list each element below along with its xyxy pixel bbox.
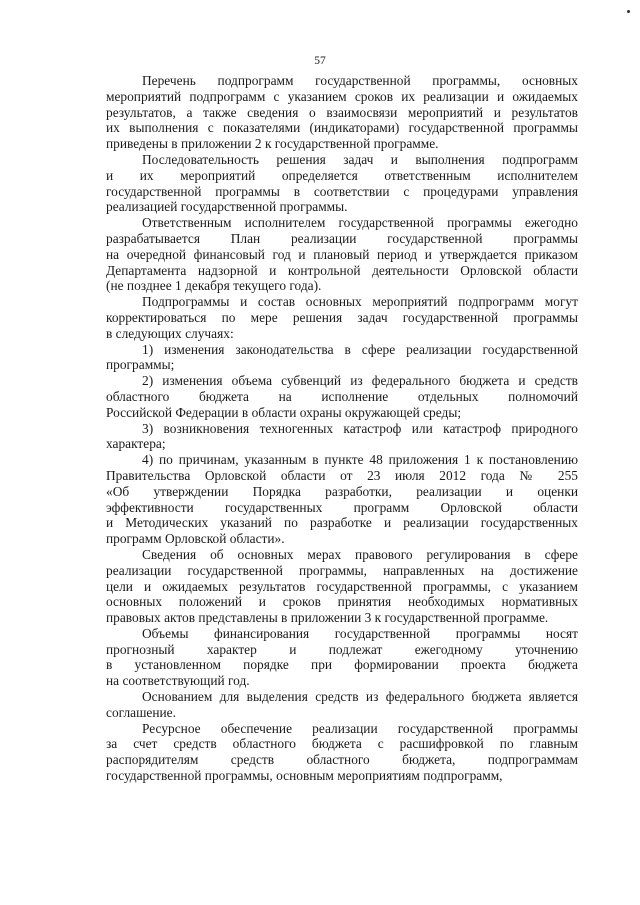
text-line: и Методических указаний по разработке и реализации государственных bbox=[106, 515, 578, 531]
text-line: Департамента надзорной и контрольной деятельности Орловской области bbox=[106, 262, 578, 278]
text-line: приведены в приложении 2 к государственной программе. bbox=[106, 136, 439, 152]
text-line: государственной программы в соответствии с процедурами управления bbox=[106, 183, 578, 199]
text-line: Перечень подпрограмм государственной программы, основных bbox=[142, 73, 578, 88]
text-line: реализацией государственной программы. bbox=[106, 199, 348, 215]
paragraph-11 bbox=[106, 689, 578, 721]
text-line: Ответственным исполнителем государственной программы ежегодно bbox=[142, 215, 578, 231]
text-line: программы; bbox=[106, 357, 175, 373]
text-line: Объемы финансирования государственной программы носят bbox=[142, 625, 578, 641]
paragraph-9 bbox=[106, 547, 578, 626]
text-line: 2) изменения объема субвенций из федерального бюджета и средств bbox=[142, 373, 578, 389]
paragraph-6 bbox=[106, 373, 578, 420]
text-line: «Об утверждении Порядка разработки, реализации и оценки bbox=[106, 483, 578, 499]
paragraph-4 bbox=[106, 294, 578, 341]
text-line: (не позднее 1 декабря текущего года). bbox=[106, 278, 322, 294]
text-line: программ Орловской области». bbox=[106, 531, 285, 547]
paragraph-5 bbox=[106, 342, 578, 374]
text-line: Сведения об основных мерах правового регулирования в сфере bbox=[142, 546, 578, 562]
text-line: Ресурсное обеспечение реализации государственной программы bbox=[142, 720, 578, 736]
text-line: корректироваться по мере решения задач государственной программы bbox=[106, 309, 578, 325]
text-line: их выполнения с показателями (индикаторами) государственной программы bbox=[106, 120, 578, 136]
paragraph-3 bbox=[106, 215, 578, 294]
text-line: цели и ожидаемых результатов государственной программы, с указанием bbox=[106, 578, 578, 594]
paragraph-2 bbox=[106, 152, 578, 215]
text-line: 3) возникновения техногенных катастроф или катастроф природного bbox=[142, 420, 578, 436]
text-line: мероприятий подпрограмм с указанием сроков их реализации и ожидаемых bbox=[106, 88, 578, 104]
text-line: результатов, а также сведения о взаимосвязи мероприятий и результатов bbox=[106, 104, 578, 120]
text-line: 1) изменения законодательства в сфере реализации государственной bbox=[142, 341, 578, 357]
paragraph-7 bbox=[106, 421, 578, 453]
paragraph-12 bbox=[106, 721, 578, 784]
page-number: 57 bbox=[314, 55, 326, 67]
scan-speck bbox=[627, 10, 630, 13]
text-line: эффективности государственных программ Орловской области bbox=[106, 499, 578, 515]
text-line: реализации государственной программы, направленных на достижение bbox=[106, 562, 578, 578]
text-line: Правительства Орловской области от 23 июля 2012 года № 255 bbox=[106, 467, 578, 483]
document-body bbox=[106, 73, 578, 784]
paragraph-1 bbox=[106, 73, 578, 152]
text-line: Российской Федерации в области охраны окружающей среды; bbox=[106, 404, 462, 420]
text-line: на очередной финансовый год и плановый период и утверждается приказом bbox=[106, 246, 578, 262]
text-line: прогнозный характер и подлежат ежегодному уточнению bbox=[106, 641, 578, 657]
text-line: разрабатывается План реализации государственной программы bbox=[106, 230, 578, 246]
text-line: соглашение. bbox=[106, 704, 176, 720]
text-line: Подпрограммы и состав основных мероприятий подпрограмм могут bbox=[142, 294, 578, 310]
text-line: Последовательность решения задач и выполнения подпрограмм bbox=[142, 151, 578, 167]
text-line: основных положений и сроков принятия необходимых нормативных bbox=[106, 594, 578, 610]
text-line: на соответствующий год. bbox=[106, 673, 250, 689]
text-line: Основанием для выделения средств из федерального бюджета является bbox=[142, 689, 578, 705]
text-line: 4) по причинам, указанным в пункте 48 приложения 1 к постановлению bbox=[142, 452, 578, 468]
text-line: правовых актов представлены в приложении 3 к государственной программе. bbox=[106, 610, 549, 626]
text-line: в установленном порядке при формировании проекта бюджета bbox=[106, 657, 578, 673]
text-line: государственной программы, основным мероприятиям подпрограмм, bbox=[106, 768, 503, 784]
text-line: распорядителям средств областного бюджета, подпрограммам bbox=[106, 752, 578, 768]
paragraph-8 bbox=[106, 452, 578, 547]
text-line: в следующих случаях: bbox=[106, 325, 234, 341]
text-line: за счет средств областного бюджета с расшифровкой по главным bbox=[106, 736, 578, 752]
text-line: и их мероприятий определяется ответственным исполнителем bbox=[106, 167, 578, 183]
text-line: областного бюджета на исполнение отдельных полномочий bbox=[106, 388, 578, 404]
text-line: характера; bbox=[106, 436, 166, 452]
paragraph-10 bbox=[106, 626, 578, 689]
